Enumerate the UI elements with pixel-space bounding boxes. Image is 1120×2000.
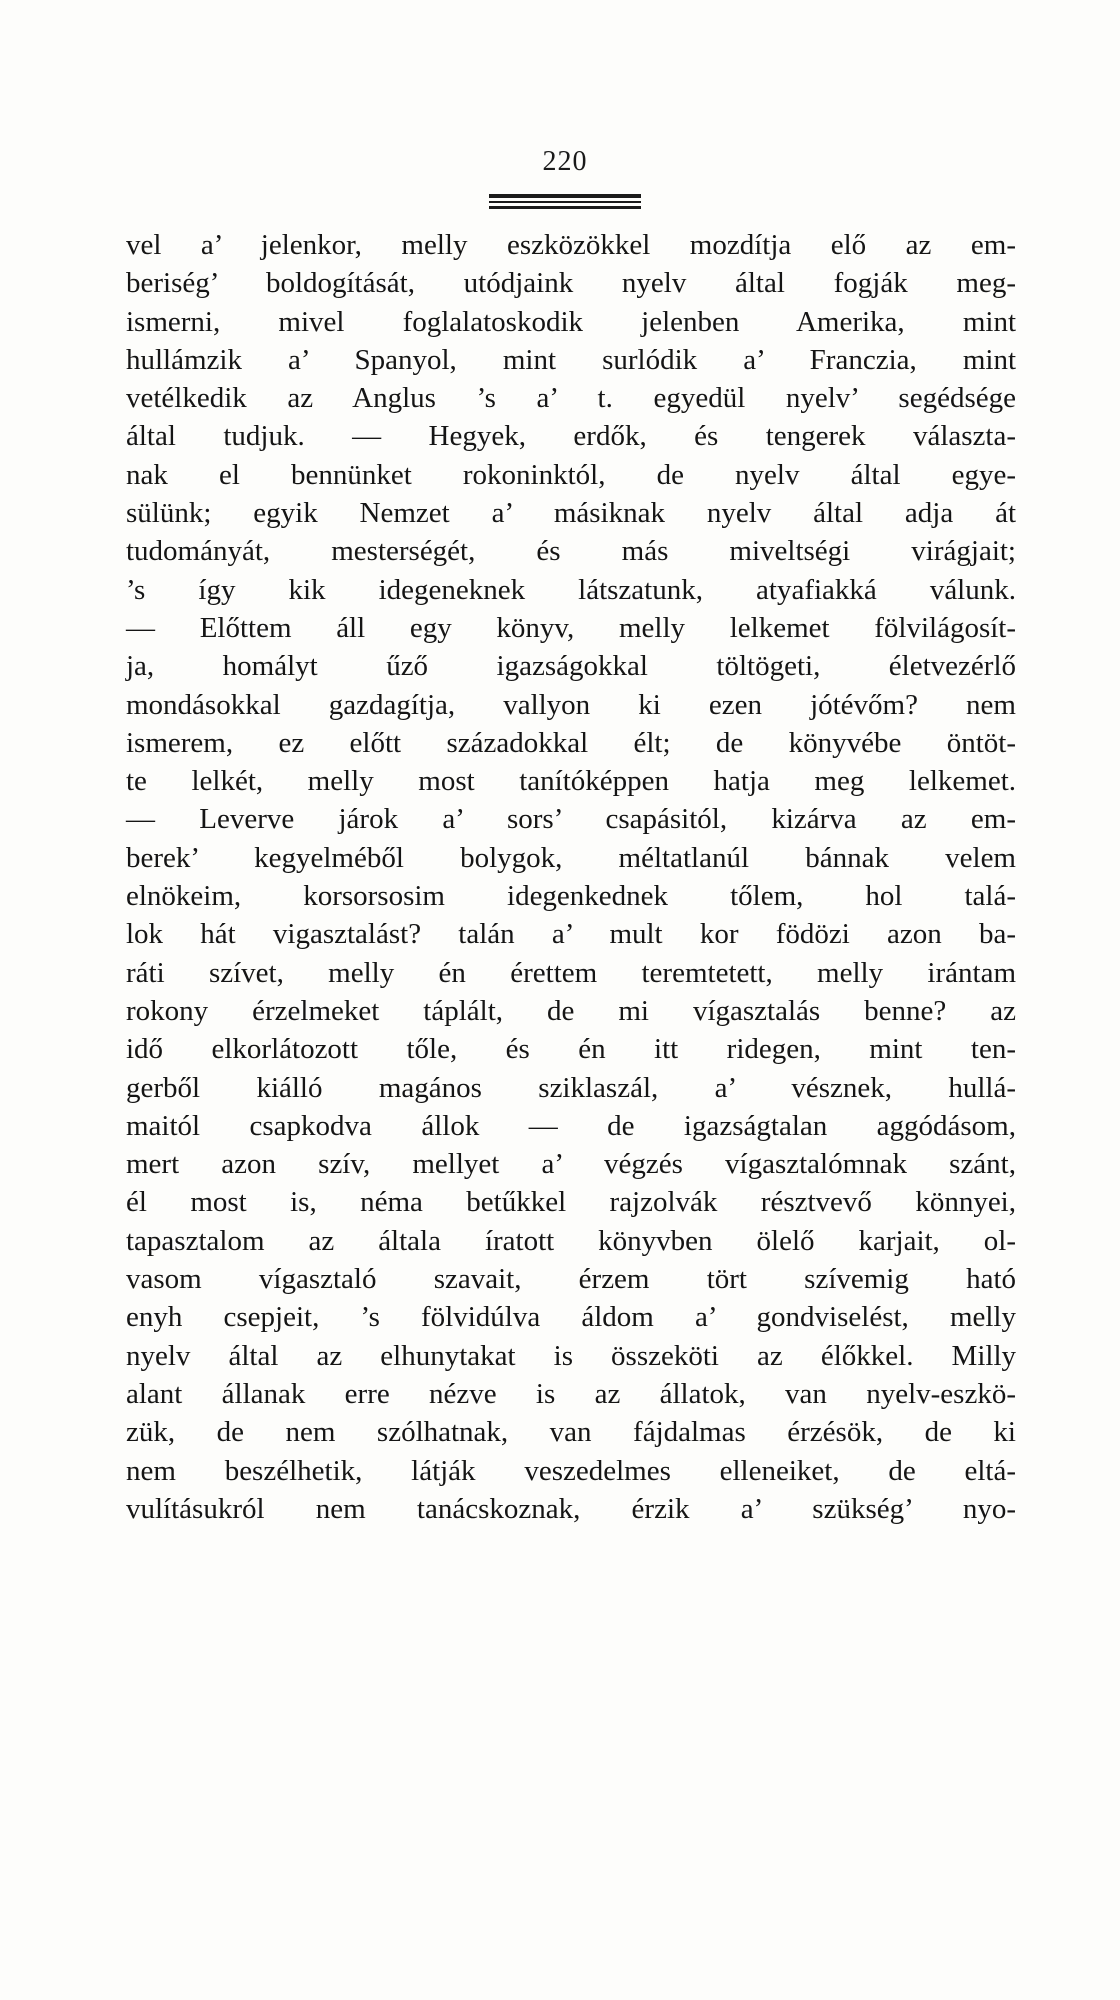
text-line: zük, de nem szólhatnak, van fájdalmas érzésök, de ki: [126, 1416, 1016, 1449]
text-line: mondásokkal gazdagítja, vallyon ki ezen jótévőm? nem: [126, 688, 1016, 721]
text-line: ’s így kik idegeneknek látszatunk, atyafiakká válunk.: [126, 573, 1016, 606]
text-line: tudományát, mesterségét, és más miveltségi virágjait;: [126, 535, 1016, 568]
page-number: 220: [542, 146, 588, 177]
text-line: vetélkedik az Anglus ’s a’ t. egyedül nyelv’ segédsége: [126, 382, 1016, 415]
header-rule-thick: [489, 194, 641, 198]
text-line: sülünk; egyik Nemzet a’ másiknak nyelv által adja át: [126, 497, 1016, 530]
body-text: [126, 226, 1016, 1528]
text-line: enyh csepjeit, ’s fölvidúlva áldom a’ gondviselést, melly: [126, 1301, 1016, 1334]
text-line: gerből kiálló magános sziklaszál, a’ vésznek, hullá-: [126, 1071, 1016, 1104]
text-line: nyelv által az elhunytakat is összeköti az élőkkel. Milly: [126, 1339, 1016, 1372]
text-line: tapasztalom az általa íratott könyvben ölelő karjait, ol-: [126, 1224, 1016, 1257]
text-line: ja, homályt űző igazságokkal töltögeti, életvezérlő: [126, 650, 1016, 683]
header-rule-thin: [489, 201, 641, 203]
text-line: vel a’ jelenkor, melly eszközökkel mozdítja elő az em-: [126, 229, 1016, 261]
text-line: — Leverve járok a’ sors’ csapásitól, kizárva az em-: [126, 803, 1016, 836]
text-line: mert azon szív, mellyet a’ végzés vígasztalómnak szánt,: [126, 1148, 1016, 1181]
text-line: maitól csapkodva állok — de igazságtalan aggódásom,: [126, 1109, 1016, 1142]
text-line: nak el bennünket rokoninktól, de nyelv által egye-: [126, 458, 1016, 491]
text-line: vulításukról nem tanácskoznak, érzik a’ szükség’ nyo-: [126, 1492, 1016, 1525]
text-line: elnökeim, korsorsosim idegenkednek tőlem, hol talá-: [126, 880, 1016, 913]
text-line: idő elkorlátozott tőle, és én itt ridegen, mint ten-: [126, 1033, 1016, 1066]
text-line: — Előttem áll egy könyv, melly lelkemet fölvilágosít-: [126, 611, 1016, 644]
text-line: ráti szívet, melly én érettem teremtetett, melly irántam: [126, 956, 1016, 989]
text-line: vasom vígasztaló szavait, érzem tört szívemig ható: [126, 1263, 1016, 1296]
text-line: lok hát vigasztalást? talán a’ mult kor födözi azon ba-: [126, 918, 1016, 951]
text-line: által tudjuk. — Hegyek, erdők, és tengerek választa-: [126, 420, 1016, 453]
text-line: rokony érzelmeket táplált, de mi vígasztalás benne? az: [126, 994, 1016, 1027]
header-rule-bottom: [489, 206, 641, 209]
text-line: hullámzik a’ Spanyol, mint surlódik a’ Franczia, mint: [126, 343, 1016, 376]
text-line: beriség’ boldogítását, utódjaink nyelv által fogják meg-: [126, 267, 1016, 300]
text-line: berek’ kegyelméből bolygok, méltatlanúl bánnak velem: [126, 841, 1016, 874]
text-line: alant állanak erre nézve is az állatok, van nyelv-eszkö-: [126, 1377, 1016, 1410]
text-line: te lelkét, melly most tanítóképpen hatja meg lelkemet.: [126, 765, 1016, 798]
text-line: ismerni, mivel foglalatoskodik jelenben Amerika, mint: [126, 305, 1016, 338]
text-line: ismerem, ez előtt századokkal élt; de könyvébe öntöt-: [126, 726, 1016, 759]
text-line: él most is, néma betűkkel rajzolvák résztvevő könnyei,: [126, 1186, 1016, 1219]
text-line: nem beszélhetik, látják veszedelmes elleneiket, de eltá-: [126, 1454, 1016, 1487]
